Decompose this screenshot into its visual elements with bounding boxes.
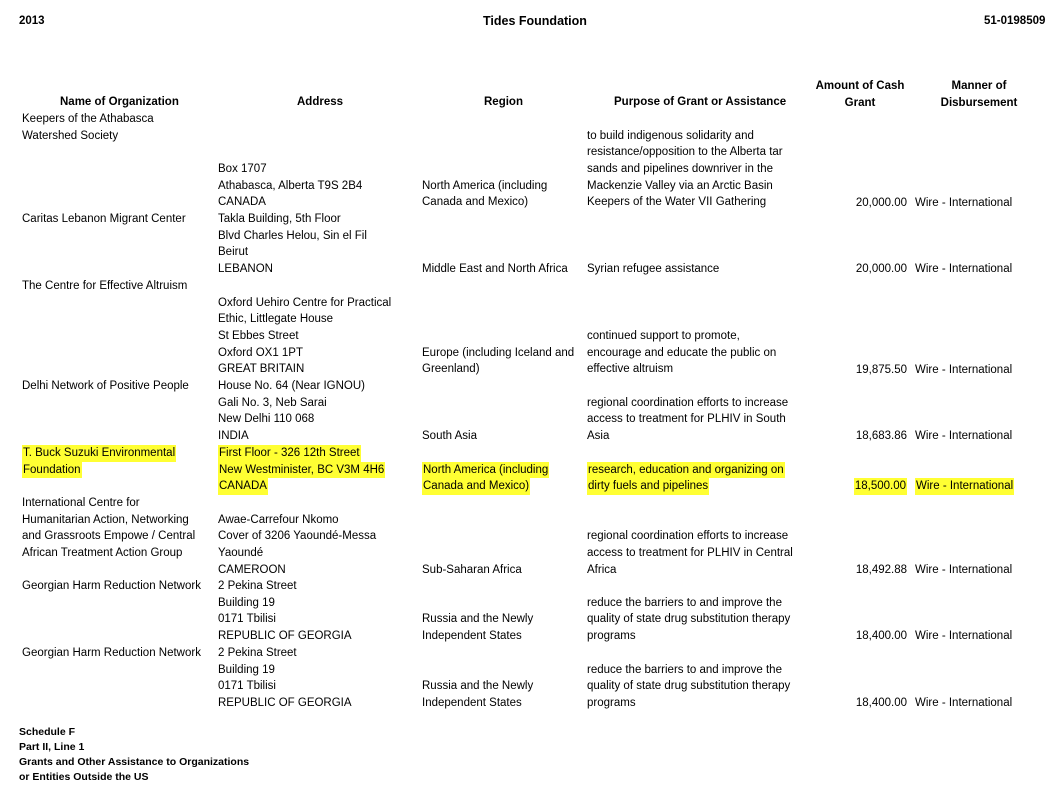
address-line: LEBANON [218,263,273,276]
address-line: INDIA [218,430,249,443]
address-cell [218,161,362,211]
org-name-cell [22,645,201,662]
footer-line-schedule: Schedule F [19,726,76,738]
purpose-line: reduce the barriers to and improve the [587,663,782,676]
purpose-line: access to treatment for PLHIV in South [587,413,786,426]
address-line: Oxford OX1 1PT [218,346,304,359]
amount-cell [856,695,907,712]
manner-value: Wire - International [915,196,1013,209]
address-line: First Floor - 326 12th Street [218,445,361,462]
address-line: Beirut [218,246,249,259]
address-line: New Delhi 110 068 [218,413,315,426]
purpose-line: Syrian refugee assistance [587,263,720,276]
region-line: Russia and the Newly [422,680,534,693]
address-line: Building 19 [218,596,275,609]
manner-cell [915,562,1012,579]
purpose-cell [587,395,788,445]
address-line: Oxford Uehiro Centre for Practical [218,296,392,309]
address-line: Gali No. 3, Neb Sarai [218,396,327,409]
amount-cell [856,628,907,645]
region-cell [422,261,568,278]
column-header-manner-line2: Disbursement [940,96,1018,109]
org-name-line: Georgian Harm Reduction Network [22,580,201,592]
column-header-region: Region [484,96,523,108]
region-line: Canada and Mexico) [422,478,530,495]
column-header-manner [930,78,1028,111]
footer-line-grants: Grants and Other Assistance to Organizations [19,756,250,768]
amount-value: 18,492.88 [855,563,907,576]
purpose-cell [587,462,785,495]
region-line: Middle East and North Africa [422,263,568,276]
region-cell [422,345,574,378]
purpose-line: programs [587,630,636,643]
column-header-amount-line2: Grant [844,96,876,109]
purpose-line: Keepers of the Water VII Gathering [587,196,767,209]
amount-cell [854,478,907,495]
amount-cell [856,428,907,445]
address-cell [218,295,391,378]
amount-value: 18,400.00 [855,630,907,643]
org-name-line: and Grassroots Empowe / Central [22,530,196,543]
address-line: 2 Pekina Street [218,647,297,659]
region-cell [422,611,533,644]
column-header-address: Address [297,96,344,108]
region-line: Independent States [422,630,522,643]
org-name-cell [22,495,195,562]
org-name-line: Humanitarian Action, Networking [22,513,189,526]
address-line: 0171 Tbilisi [218,613,276,626]
organization-title: Tides Foundation [483,14,587,28]
region-line: South Asia [422,430,477,443]
address-cell [218,211,367,278]
manner-value: Wire - International [915,263,1013,276]
region-line: Russia and the Newly [422,613,534,626]
manner-value: Wire - International [915,430,1013,443]
org-name-line: International Centre for [22,497,140,509]
address-line: Box 1707 [218,163,267,176]
address-cell [218,445,385,495]
region-line: North America (including [422,462,549,479]
address-line: Blvd Charles Helou, Sin el Fil [218,229,367,242]
footer-line-entities: or Entities Outside the US [19,771,149,783]
region-cell [422,428,477,445]
address-cell [218,512,376,579]
amount-value: 20,000.00 [855,196,907,209]
column-header-amount [808,78,912,111]
manner-cell [915,478,1014,495]
purpose-line: sands and pipelines downriver in the [587,163,774,176]
manner-cell [915,628,1012,645]
org-name-line: Watershed Society [22,129,119,142]
org-name-line: Caritas Lebanon Migrant Center [22,213,186,225]
amount-value: 18,500.00 [854,478,907,495]
purpose-line: to build indigenous solidarity and [587,129,754,142]
purpose-line: Mackenzie Valley via an Arctic Basin [587,179,773,192]
manner-cell [915,695,1012,712]
purpose-cell [587,261,719,278]
org-name-line: Georgian Harm Reduction Network [22,647,201,659]
org-name-line: The Centre for Effective Altruism [22,280,188,292]
purpose-cell [587,128,783,211]
column-header-manner-line1: Manner of [951,80,1007,92]
manner-cell [915,195,1012,212]
column-header-amount-line1: Amount of Cash [815,80,905,92]
address-line: CAMEROON [218,563,286,576]
region-cell [422,562,522,579]
org-name-line: T. Buck Suzuki Environmental [22,445,176,462]
manner-value: Wire - International [915,478,1014,495]
footer-line-part: Part II, Line 1 [19,741,85,753]
purpose-line: regional coordination efforts to increase [587,396,789,409]
address-line: 0171 Tbilisi [218,680,276,693]
address-line: House No. 64 (Near IGNOU) [218,380,365,392]
region-cell [422,462,549,495]
region-cell [422,178,547,211]
manner-cell [915,261,1012,278]
purpose-line: Asia [587,430,610,443]
region-line: Sub-Saharan Africa [422,563,522,576]
purpose-line: Africa [587,563,617,576]
region-line: Greenland) [422,363,480,376]
amount-cell [856,362,907,379]
address-line: REPUBLIC OF GEORGIA [218,697,352,710]
tax-year: 2013 [19,15,45,27]
purpose-line: programs [587,697,636,710]
org-name-line: Foundation [22,462,82,479]
purpose-cell [587,528,793,578]
amount-value: 20,000.00 [855,263,907,276]
column-header-name: Name of Organization [60,96,179,108]
purpose-line: effective altruism [587,363,674,376]
purpose-line: dirty fuels and pipelines [587,478,709,495]
address-line: Ethic, Littlegate House [218,313,334,326]
purpose-line: resistance/opposition to the Alberta tar [587,146,783,159]
amount-cell [856,261,907,278]
manner-value: Wire - International [915,563,1013,576]
address-line: REPUBLIC OF GEORGIA [218,630,352,643]
purpose-cell [587,662,790,712]
purpose-cell [587,595,790,645]
purpose-line: access to treatment for PLHIV in Central [587,547,793,560]
purpose-line: regional coordination efforts to increase [587,530,789,543]
address-line: St Ebbes Street [218,330,299,343]
region-cell [422,678,533,711]
org-name-cell [22,111,154,144]
purpose-line: quality of state drug substitution therapy [587,613,791,626]
org-name-cell [22,378,189,395]
address-line: CANADA [218,196,266,209]
address-line: Cover of 3206 Yaoundé-Messa [218,530,377,543]
amount-value: 19,875.50 [855,363,907,376]
region-line: Europe (including Iceland and [422,346,575,359]
manner-cell [915,362,1012,379]
purpose-line: reduce the barriers to and improve the [587,596,782,609]
org-name-cell [22,211,186,228]
address-cell [218,578,352,645]
manner-value: Wire - International [915,697,1013,710]
purpose-line: continued support to promote, [587,330,740,343]
address-line: Awae-Carrefour Nkomo [218,513,339,526]
address-line: CANADA [218,478,268,495]
amount-value: 18,683.86 [855,430,907,443]
purpose-line: encourage and educate the public on [587,346,777,359]
amount-cell [856,195,907,212]
column-header-purpose: Purpose of Grant or Assistance [614,96,787,108]
address-line: New Westminister, BC V3M 4H6 [218,462,385,479]
region-line: North America (including [422,179,548,192]
address-cell [218,645,352,712]
org-name-line: Delhi Network of Positive People [22,380,189,392]
org-name-line: African Treatment Action Group [22,547,183,560]
amount-value: 18,400.00 [855,697,907,710]
org-name-line: Keepers of the Athabasca [22,113,154,125]
ein-number: 51-0198509 [984,15,1046,27]
manner-value: Wire - International [915,363,1013,376]
purpose-cell [587,328,776,378]
purpose-line: quality of state drug substitution therapy [587,680,791,693]
address-line: Takla Building, 5th Floor [218,213,341,225]
address-line: GREAT BRITAIN [218,363,305,376]
schedule-footer [19,725,249,785]
manner-value: Wire - International [915,630,1013,643]
purpose-line: research, education and organizing on [587,462,785,479]
manner-cell [915,428,1012,445]
address-line: Athabasca, Alberta T9S 2B4 [218,179,363,192]
amount-cell [856,562,907,579]
address-line: Building 19 [218,663,275,676]
address-line: 2 Pekina Street [218,580,297,592]
org-name-cell [22,578,201,595]
address-line: Yaoundé [218,547,264,560]
address-cell [218,378,365,445]
region-line: Canada and Mexico) [422,196,529,209]
region-line: Independent States [422,697,522,710]
org-name-cell [22,445,176,478]
org-name-cell [22,278,187,295]
